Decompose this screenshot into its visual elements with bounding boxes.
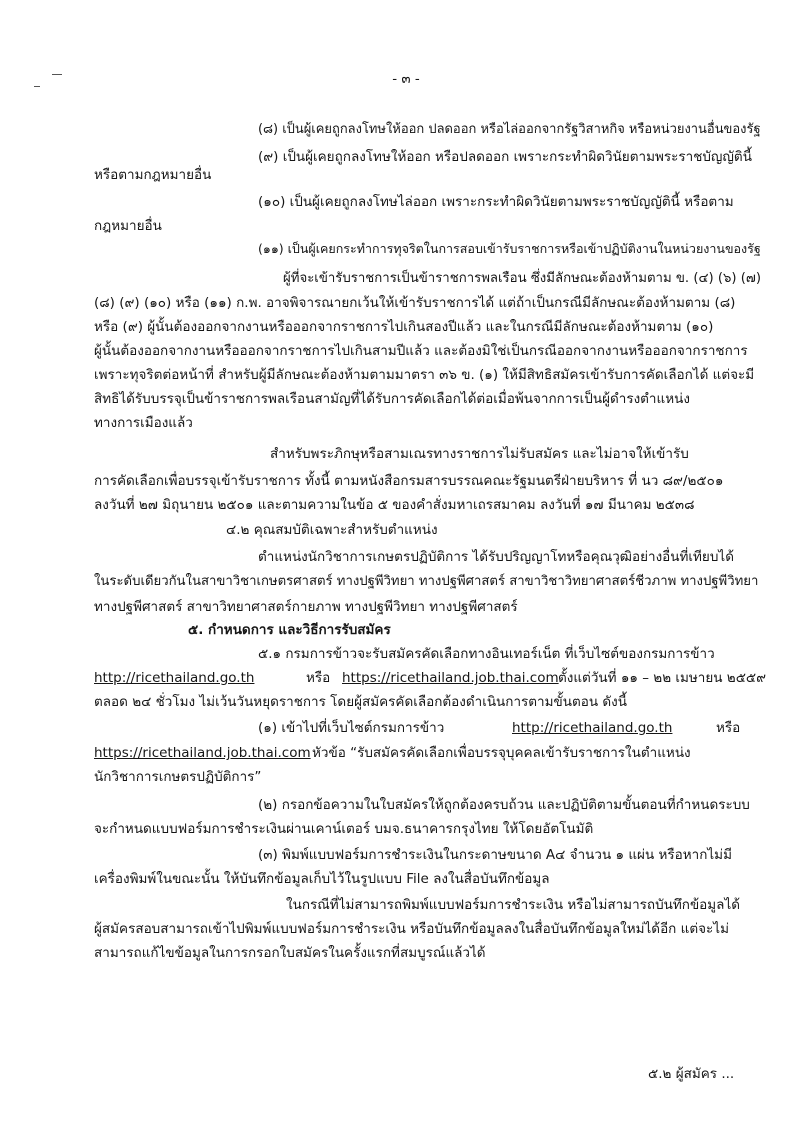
text-line: ๕.๑ กรมการข้าวจะรับสมัครคัดเลือกทางอินเทอร์เน็ต ที่เว็บไซต์ของกรมการข้าว [258,646,715,662]
scan-mark [34,86,40,87]
text-line: (๘) (๙) (๑๐) หรือ (๑๑) ก.พ. อาจพิจารณายกเว้นให้เข้ารับราชการได้ แต่ถ้าเป็นกรณีมีลักษณะต้องห้ามตาม (๘) [94,295,736,311]
text-line: สำหรับพระภิกษุหรือสามเณรทางราชการไม่รับสมัคร และไม่อาจให้เข้ารับ [270,446,689,462]
text-line: ตั้งแต่วันที่ ๑๑ – ๒๒ เมษายน ๒๕๕๙ [558,670,767,686]
text-line: (๓) พิมพ์แบบฟอร์มการชำระเงินในกระดาษขนาด A๔ จำนวน ๑ แผ่น หรือหากไม่มี [258,847,732,863]
text-line: หรือ [716,720,741,736]
website-link[interactable]: https://ricethailand.job.thai.com [342,670,559,686]
text-line: (๑๐) เป็นผู้เคยถูกลงโทษไล่ออก เพราะกระทำผิดวินัยตามพระราชบัญญัตินี้ หรือตาม [258,194,734,210]
text-line: การคัดเลือกเพื่อบรรจุเข้ารับราชการ ทั้งนี้ ตามหนังสือกรมสารบรรณคณะรัฐมนตรีฝ่ายบริหาร ที่ นว ๘๙/๒๕๐๑ [94,473,724,489]
text-line: (๘) เป็นผู้เคยถูกลงโทษให้ออก ปลดออก หรือไล่ออกจากรัฐวิสาหกิจ หรือหน่วยงานอื่นของรัฐ [258,122,761,137]
text-line: ทางปฐพีศาสตร์ สาขาวิทยาศาสตร์กายภาพ ทางปฐพีวิทยา ทางปฐพีศาสตร์ [94,599,518,615]
text-line: เพราะทุจริตต่อหน้าที่ สำหรับผู้มีลักษณะต้องห้ามตามมาตรา ๓๖ ข. (๑) ให้มีสิทธิสมัครเข้ารับการคัดเลือกได้ แต่จะมี [94,367,755,383]
text-line: กฎหมายอื่น [94,218,162,234]
page-number: - ๓ - [392,71,420,87]
text-line: (๙) เป็นผู้เคยถูกลงโทษให้ออก หรือปลดออก เพราะกระทำผิดวินัยตามพระราชบัญญัตินี้ [258,149,752,165]
text-line: (๒) กรอกข้อความในใบสมัครให้ถูกต้องครบถ้วน และปฏิบัติตามขั้นตอนที่กำหนดระบบ [258,797,750,813]
text-line: ทางการเมืองแล้ว [94,415,193,431]
text-line: ผู้สมัครสอบสามารถเข้าไปพิมพ์แบบฟอร์มการชำระเงิน หรือบันทึกข้อมูลลงในสื่อบันทึกข้อมูลใหม่ได้อีก แต่จะไม่ [94,921,729,937]
text-line: นักวิชาการเกษตรปฏิบัติการ” [94,769,262,785]
section-heading: ๕. กำหนดการ และวิธีการรับสมัคร [188,622,391,638]
text-line: ในระดับเดียวกันในสาขาวิชาเกษตรศาสตร์ ทางปฐพีวิทยา ทางปฐพีศาสตร์ สาขาวิชาวิทยาศาสตร์ชีวภาพ ทางปฐพีวิทยา [94,574,759,589]
text-line: ในกรณีที่ไม่สามารถพิมพ์แบบฟอร์มการชำระเงิน หรือไม่สามารถบันทึกข้อมูลได้ [286,897,741,913]
text-line: หรือ (๙) ผู้นั้นต้องออกจากงานหรือออกจากราชการไปเกินสองปีแล้ว และในกรณีมีลักษณะต้องห้ามตาม (๑๐) [94,319,714,335]
scan-mark [52,74,62,75]
text-line: หัวข้อ “รับสมัครคัดเลือกเพื่อบรรจุบุคคลเข้ารับราชการในตำแหน่ง [312,745,691,761]
text-line: สิทธิได้รับบรรจุเป็นข้าราชการพลเรือนสามัญที่ได้รับการคัดเลือกได้ต่อเมื่อพ้นจากการเป็นผู้ดำรงตำแหน่ง [94,391,690,407]
section-heading: ๔.๒ คุณสมบัติเฉพาะสำหรับตำแหน่ง [226,522,438,538]
text-line: (๑๑) เป็นผู้เคยกระทำการทุจริตในการสอบเข้ารับราชการหรือเข้าปฏิบัติงานในหน่วยงานของรัฐ [258,241,761,256]
text-line: สามารถแก้ไขข้อมูลในการกรอกใบสมัครในครั้งแรกที่สมบูรณ์แล้วได้ [94,945,486,961]
text-line: จะกำหนดแบบฟอร์มการชำระเงินผ่านเคาน์เตอร์ บมจ.ธนาคารกรุงไทย ให้โดยอัตโนมัติ [94,821,594,837]
text-line: ตำแหน่งนักวิชาการเกษตรปฏิบัติการ ได้รับปริญญาโทหรือคุณวุฒิอย่างอื่นที่เทียบได้ [258,549,734,565]
text-line: หรือ [306,670,331,686]
website-link[interactable]: http://ricethailand.go.th [512,720,673,736]
website-link[interactable]: http://ricethailand.go.th [94,670,255,686]
website-link[interactable]: https://ricethailand.job.thai.com [94,745,311,761]
footer-continuation: ๕.๒ ผู้สมัคร ... [648,1066,735,1082]
text-line: ตลอด ๒๔ ชั่วโมง ไม่เว้นวันหยุดราชการ โดยผู้สมัครคัดเลือกต้องดำเนินการตามขั้นตอน ดังนี้ [94,694,627,710]
text-line: หรือตามกฎหมายอื่น [94,167,212,183]
text-line: ผู้ที่จะเข้ารับราชการเป็นข้าราชการพลเรือน ซึ่งมีลักษณะต้องห้ามตาม ข. (๔) (๖) (๗) [283,271,762,286]
text-line: (๑) เข้าไปที่เว็บไซต์กรมการข้าว [258,720,445,736]
text-line: เครื่องพิมพ์ในขณะนั้น ให้บันทึกข้อมูลเก็บไว้ในรูปแบบ File ลงในสื่อบันทึกข้อมูล [94,871,550,887]
text-line: ลงวันที่ ๒๗ มิถุนายน ๒๕๐๑ และตามความในข้อ ๕ ของคำสั่งมหาเถรสมาคม ลงวันที่ ๑๗ มีนาคม ๒๕๓๘ [94,497,695,513]
text-line: ผู้นั้นต้องออกจากงานหรือออกจากราชการไปเกินสามปีแล้ว และต้องมิใช่เป็นกรณีออกจากงานหรือออกจากราชการ [94,343,748,359]
